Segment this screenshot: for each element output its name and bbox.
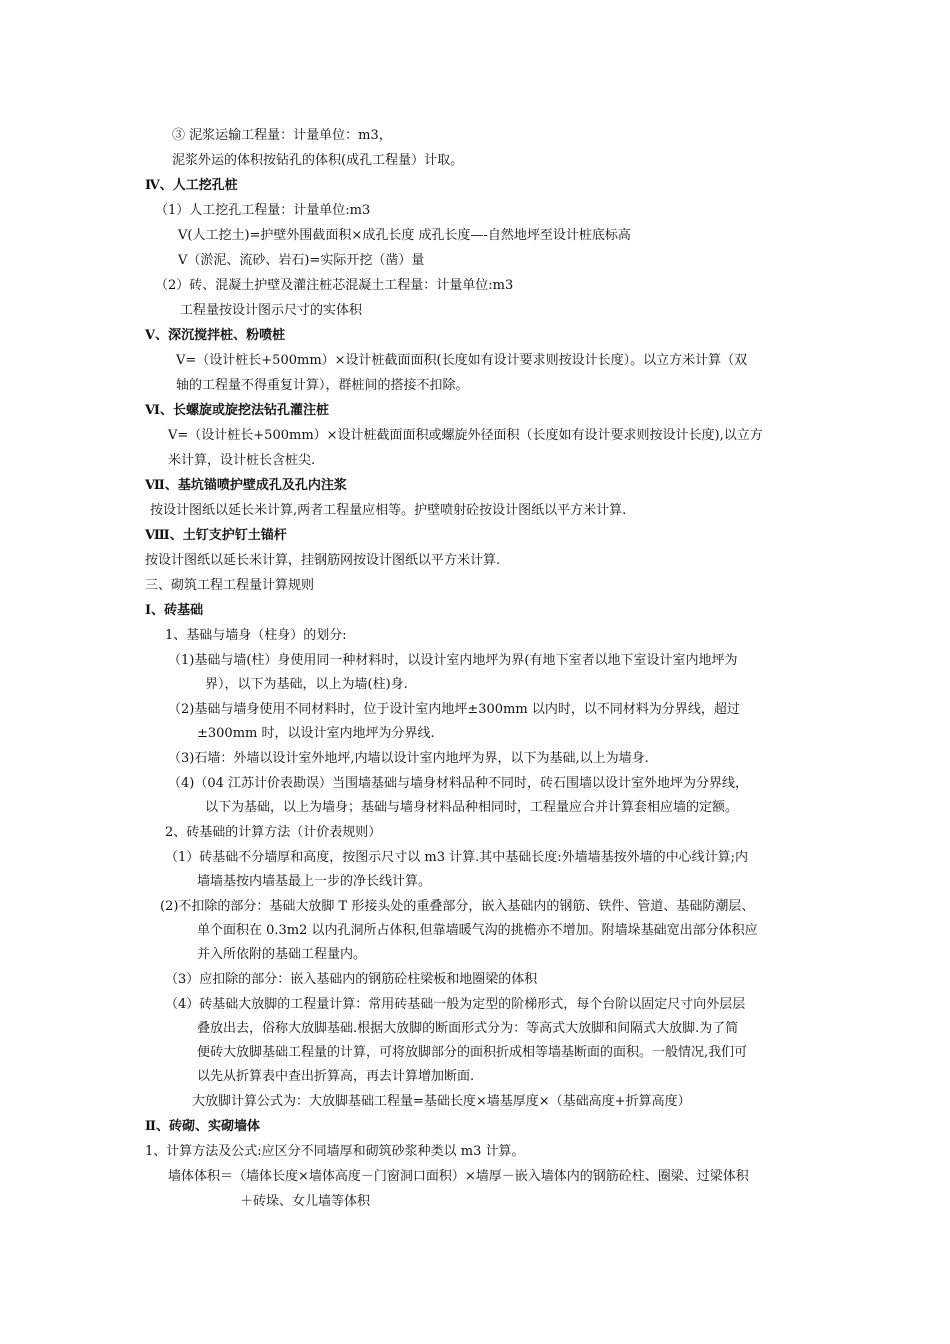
text-line: 单个面积在 0.3m2 以内孔洞所占体积,但靠墙暖气沟的挑檐亦不增加。附墙垛基础宽出部分体积应 bbox=[197, 923, 758, 938]
formula-line: ＋砖垛、女儿墙等体积 bbox=[240, 1194, 371, 1209]
text-line: （4）砖基础大放脚的工程量计算：常用砖基础一般为定型的阶梯形式，每个台阶以固定尺寸向外层层 bbox=[165, 997, 746, 1012]
section-heading: Ⅷ、土钉支护钉土锚杆 bbox=[145, 528, 287, 543]
text-line: (2)不扣除的部分：基础大放脚 T 形接头处的重叠部分，嵌入基础内的钢筋、铁件、管道、基础防潮层、 bbox=[160, 899, 755, 914]
formula-line: V=（设计桩长+500mm）×设计桩截面面积或螺旋外径面积（长度如有设计要求则按设计长度),以立方 bbox=[168, 428, 763, 443]
section-heading: Ⅳ、人工挖孔桩 bbox=[145, 178, 238, 193]
text-line: （2)基础与墙身使用不同材料时，位于设计室内地坪±300mm 以内时，以不同材料为分界线，超过 bbox=[168, 702, 740, 717]
formula-line: V(人工挖土)=护壁外围截面积×成孔长度 成孔长度—-自然地坪至设计桩底标高 bbox=[178, 228, 631, 243]
text-line: （1）人工挖孔工程量：计量单位:m3 bbox=[155, 203, 371, 218]
text-line: 1、基础与墙身（柱身）的划分: bbox=[165, 628, 347, 643]
text-line: 便砖大放脚基础工程量的计算，可将放脚部分的面积折成相等墙基断面的面积。一般情况,我们可 bbox=[197, 1045, 748, 1060]
text-line: 以下为基础，以上为墙身；基础与墙身材料品种相同时，工程量应合并计算套相应墙的定额。 bbox=[205, 800, 739, 815]
text-line: 1、计算方法及公式:应区分不同墙厚和砌筑砂浆种类以 m3 计算。 bbox=[145, 1144, 525, 1159]
text-line: （1）砖基础不分墙厚和高度，按图示尺寸以 m3 计算.其中基础长度:外墙墙基按外墙的中心线计算;内 bbox=[165, 850, 749, 865]
section-heading: Ⅴ、深沉搅拌桩、粉喷桩 bbox=[145, 328, 286, 343]
section-heading: Ⅶ、基坑锚喷护壁成孔及孔内注浆 bbox=[145, 478, 347, 493]
chapter-heading: 三、砌筑工程工程量计算规则 bbox=[145, 578, 315, 593]
section-heading: Ⅵ、长螺旋或旋挖法钻孔灌注桩 bbox=[145, 403, 329, 418]
text-line: 叠放出去，俗称大放脚基础.根据大放脚的断面形式分为：等高式大放脚和间隔式大放脚.为了简 bbox=[197, 1021, 739, 1036]
formula-line: V（淤泥、流砂、岩石)=实际开挖（凿）量 bbox=[178, 253, 425, 268]
text-line: （2）砖、混凝土护壁及灌注桩芯混凝土工程量：计量单位:m3 bbox=[155, 278, 514, 293]
text-line: 泥浆外运的体积按钻孔的体积(成孔工程量）计取。 bbox=[172, 153, 464, 168]
text-line: 以先从折算表中查出折算高，再去计算增加断面. bbox=[197, 1069, 475, 1084]
text-line: 按设计图纸以延长米计算,两者工程量应相等。护壁喷射砼按设计图纸以平方米计算. bbox=[150, 503, 627, 518]
section-heading: Ⅱ、砖砌、实砌墙体 bbox=[145, 1119, 260, 1134]
text-line: （1)基础与墙(柱）身使用同一种材料时，以设计室内地坪为界(有地下室者以地下室设计室内地坪为 bbox=[168, 653, 738, 668]
text-line: 米计算，设计桩长含桩尖. bbox=[168, 453, 316, 468]
text-line: 界），以下为基础，以上为墙(柱)身. bbox=[205, 677, 408, 692]
text-line: （3)石墙：外墙以设计室外地坪,内墙以设计室内地坪为界，以下为基础,以上为墙身. bbox=[168, 751, 649, 766]
text-line: 2、砖基础的计算方法（计价表规则） bbox=[165, 825, 382, 840]
text-line: ③ 泥浆运输工程量：计量单位：m3， bbox=[172, 128, 392, 143]
section-heading: Ⅰ、砖基础 bbox=[145, 603, 204, 618]
text-line: 墙墙基按内墙基最上一步的净长线计算。 bbox=[197, 874, 432, 889]
text-line: 并入所依附的基础工程量内。 bbox=[197, 947, 367, 962]
text-line: （4)（04 江苏计价表勘误）当围墙基础与墙身材料品种不同时，砖石围墙以设计室外地坪为分界线， bbox=[168, 776, 749, 791]
text-line: 工程量按设计图示尺寸的实体积 bbox=[180, 303, 363, 318]
formula-line: 墙体体积＝（墙体长度×墙体高度－门窗洞口面积）×墙厚－嵌入墙体内的钢筋砼柱、圈梁、过梁体积 bbox=[168, 1169, 749, 1184]
formula-line: 大放脚计算公式为：大放脚基础工程量=基础长度×墙基厚度×（基础高度+折算高度） bbox=[192, 1094, 691, 1109]
text-line: 按设计图纸以延长米计算，挂钢筋网按设计图纸以平方米计算. bbox=[145, 553, 501, 568]
text-line: ±300mm 时，以设计室内地坪为分界线. bbox=[197, 726, 435, 741]
text-line: 轴的工程量不得重复计算），群桩间的搭接不扣除。 bbox=[176, 378, 469, 393]
text-line: （3）应扣除的部分：嵌入基础内的钢筋砼柱梁板和地圈梁的体积 bbox=[165, 972, 538, 987]
formula-line: V=（设计桩长+500mm）×设计桩截面面积(长度如有设计要求则按设计长度）。以立方米计算（双 bbox=[176, 353, 748, 368]
